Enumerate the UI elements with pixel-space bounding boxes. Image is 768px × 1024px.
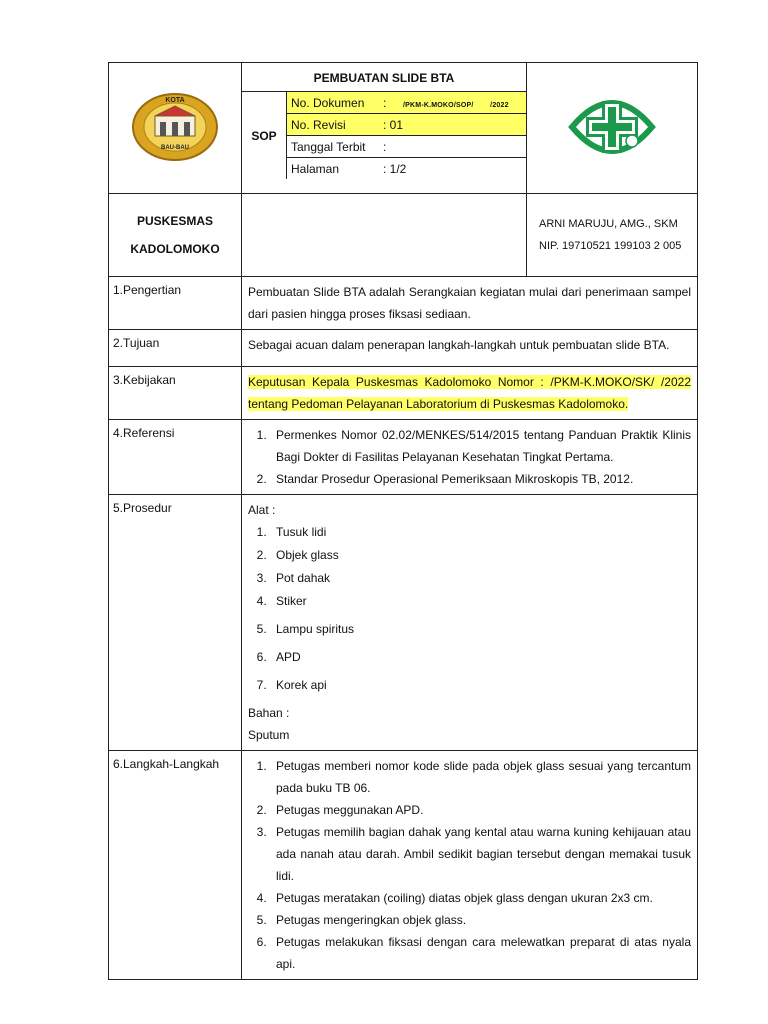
logo-bottom-text: BAU-BAU <box>161 144 189 151</box>
pengertian-text: Pembuatan Slide BTA adalah Serangkaian kegiatan mulai dari penerimaan sampel dari pasien hingga proses fiksasi sediaan. <box>242 277 698 330</box>
list-item: 3. Petugas memilih bagian dahak yang kental atau warna kuning kehijauan atau ada nanah atau darah. Ambil sedikit bagian tersebut dengan memakai tusuk lidi. <box>270 821 691 887</box>
kebijakan-text: Keputusan Kepala Puskesmas Kadolomoko Nomor : /PKM-K.MOKO/SK/ /2022 tentang Pedoman Pelayanan Laboratorium di Puskesmas Kadolomoko. <box>248 375 691 411</box>
puskesmas-logo <box>562 87 662 167</box>
field-key: No. Revisi <box>291 117 346 132</box>
logo-top-text: KOTA <box>165 96 185 104</box>
prosedur-cell <box>242 495 698 751</box>
sop-document <box>108 62 697 980</box>
document-title: PEMBUATAN SLIDE BTA <box>242 63 526 92</box>
list-item: 5. Lampu spiritus <box>270 618 691 640</box>
right-logo-cell <box>527 63 698 194</box>
field-key: No. Dokumen <box>291 95 365 110</box>
puskesmas-name <box>109 194 242 277</box>
list-item: 2. Petugas meggunakan APD. <box>270 799 691 821</box>
doc-number: /PKM-K.MOKO/SOP/ <box>403 101 474 109</box>
list-item: 6. Petugas melakukan fiksasi dengan cara melewatkan preparat di atas nyala api. <box>270 931 691 975</box>
signer-cell <box>527 194 698 277</box>
list-item: 3. Pot dahak <box>270 567 691 589</box>
section-label: 4.Referensi <box>109 420 242 495</box>
field-halaman <box>287 158 526 179</box>
list-item: 4. Petugas meratakan (coiling) diatas objek glass dengan ukuran 2x3 cm. <box>270 887 691 909</box>
signer-name: ARNI MARUJU, AMG., SKM <box>539 218 678 230</box>
tujuan-text: Sebagai acuan dalam penerapan langkah-langkah untuk pembuatan slide BTA. <box>242 330 698 367</box>
sop-table <box>108 62 698 980</box>
header-center-cell <box>242 63 527 194</box>
bahan-label: Bahan : <box>248 706 290 720</box>
field-no-dokumen <box>287 92 526 114</box>
sop-fields <box>287 92 526 179</box>
field-value: : 01 <box>383 117 404 132</box>
section-label: 2.Tujuan <box>109 330 242 367</box>
alat-list <box>248 521 691 696</box>
list-item: 7. Korek api <box>270 674 691 696</box>
alat-label: Alat : <box>248 503 276 517</box>
list-item: 1. Petugas memberi nomor kode slide pada objek glass sesuai yang tercantum pada buku TB 06. <box>270 755 691 799</box>
field-key: Halaman <box>291 161 340 176</box>
section-label: 1.Pengertian <box>109 277 242 330</box>
langkah-list <box>248 755 691 975</box>
list-item: 1. Permenkes Nomor 02.02/MENKES/514/2015 tentang Panduan Praktik Klinis Bagi Dokter di Fasilitas Pelayanan Kesehatan Tingkat Pertama. <box>270 424 691 468</box>
left-logo-cell <box>109 63 242 194</box>
section-label: 5.Prosedur <box>109 495 242 751</box>
field-key: Tanggal Terbit <box>291 139 366 154</box>
referensi-cell <box>242 420 698 495</box>
langkah-cell <box>242 751 698 980</box>
section-label: 3.Kebijakan <box>109 367 242 420</box>
section-label: 6.Langkah-Langkah <box>109 751 242 980</box>
list-item: 2. Standar Prosedur Operasional Pemeriksaan Mikroskopis TB, 2012. <box>270 468 691 490</box>
puskesmas-line1: PUSKESMAS <box>136 214 213 228</box>
kebijakan-cell <box>242 367 698 420</box>
signer-nip: NIP. 19710521 199103 2 005 <box>539 240 682 252</box>
list-item: 5. Petugas mengeringkan objek glass. <box>270 909 691 931</box>
kota-baubau-logo <box>130 90 220 164</box>
field-no-revisi <box>287 114 526 136</box>
sop-label: SOP <box>242 92 287 179</box>
list-item: 2. Objek glass <box>270 544 691 566</box>
signature-area <box>242 194 527 277</box>
list-item: 6. APD <box>270 646 691 668</box>
list-item: 1. Tusuk lidi <box>270 521 691 543</box>
field-tanggal-terbit <box>287 136 526 158</box>
field-value: : 1/2 <box>383 161 407 176</box>
field-value: : <box>383 95 387 110</box>
bahan-text: Sputum <box>248 728 290 742</box>
field-value: : <box>383 139 387 154</box>
referensi-list <box>248 424 691 490</box>
puskesmas-line2: KADOLOMOKO <box>130 242 220 256</box>
list-item: 4. Stiker <box>270 590 691 612</box>
doc-year: /2022 <box>490 101 509 109</box>
